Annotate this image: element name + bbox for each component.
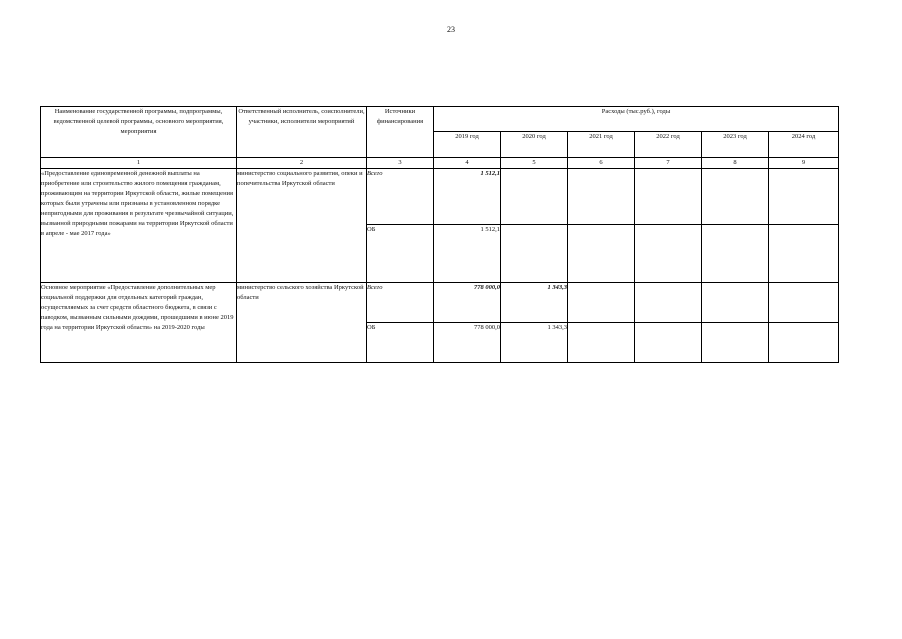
value-cell bbox=[501, 169, 568, 225]
value-cell bbox=[568, 169, 635, 225]
value-cell bbox=[702, 169, 769, 225]
source-cell: ОБ bbox=[367, 225, 434, 283]
value-cell bbox=[501, 225, 568, 283]
value-cell bbox=[702, 225, 769, 283]
value-cell bbox=[635, 323, 702, 363]
value-cell: 1 512,1 bbox=[434, 169, 501, 225]
column-number: 8 bbox=[702, 158, 769, 169]
header-year: 2021 год bbox=[568, 132, 635, 158]
column-number: 6 bbox=[568, 158, 635, 169]
column-number-row bbox=[41, 158, 839, 169]
header-row bbox=[41, 107, 839, 132]
header-year: 2023 год bbox=[702, 132, 769, 158]
value-cell bbox=[769, 169, 839, 225]
table-row bbox=[41, 169, 839, 225]
program-name-cell: «Предоставление единовременной денежной выплаты на приобретение или строительство жилого помещения гражданам, проживающим на территории Иркутской области, жилые помещения которых были утрачены или признаны в установленном порядке непригодными для проживания в результате чрезвычайной ситуации, вызванной природными пожарами на территории Иркутской области в апреле - мае 2017 года» bbox=[41, 169, 237, 283]
header-expenses: Расходы (тыс.руб.), годы bbox=[434, 107, 839, 132]
source-cell: ОБ bbox=[367, 323, 434, 363]
value-cell bbox=[769, 283, 839, 323]
value-cell bbox=[568, 225, 635, 283]
column-number: 7 bbox=[635, 158, 702, 169]
source-cell: Всего bbox=[367, 169, 434, 225]
value-cell: 778 000,0 bbox=[434, 323, 501, 363]
column-number: 5 bbox=[501, 158, 568, 169]
header-year: 2022 год bbox=[635, 132, 702, 158]
value-cell bbox=[568, 283, 635, 323]
table-row bbox=[41, 283, 839, 323]
column-number: 9 bbox=[769, 158, 839, 169]
value-cell bbox=[702, 323, 769, 363]
executor-cell: министерство сельского хозяйства Иркутской области bbox=[237, 283, 367, 363]
header-year: 2024 год bbox=[769, 132, 839, 158]
value-cell: 1 512,1 bbox=[434, 225, 501, 283]
value-cell bbox=[568, 323, 635, 363]
header-executor: Ответственный исполнитель, соисполнители, участники, исполнители мероприятий bbox=[237, 107, 367, 158]
value-cell bbox=[769, 225, 839, 283]
column-number: 3 bbox=[367, 158, 434, 169]
header-year: 2019 год bbox=[434, 132, 501, 158]
header-year: 2020 год bbox=[501, 132, 568, 158]
program-name-cell: Основное мероприятие «Предоставление дополнительных мер социальной поддержки для отдельных категорий граждан, осуществляемых за счет средств областного бюджета, в связи с паводком, вызванным сильными дождями, прошедшими в июне 2019 года на территории Иркутской области» на 2019-2020 годы bbox=[41, 283, 237, 363]
value-cell bbox=[769, 323, 839, 363]
value-cell: 1 343,3 bbox=[501, 283, 568, 323]
header-name: Наименование государственной программы, подпрограммы, ведомственной целевой программы, основного мероприятия, мероприятия bbox=[41, 107, 237, 158]
source-cell: Всего bbox=[367, 283, 434, 323]
column-number: 1 bbox=[41, 158, 237, 169]
value-cell: 778 000,0 bbox=[434, 283, 501, 323]
value-cell: 1 343,3 bbox=[501, 323, 568, 363]
header-source: Источники финансирования bbox=[367, 107, 434, 158]
value-cell bbox=[635, 283, 702, 323]
column-number: 4 bbox=[434, 158, 501, 169]
column-number: 2 bbox=[237, 158, 367, 169]
value-cell bbox=[635, 169, 702, 225]
expenses-table bbox=[40, 106, 839, 363]
page-number: 23 bbox=[447, 25, 455, 34]
value-cell bbox=[635, 225, 702, 283]
value-cell bbox=[702, 283, 769, 323]
executor-cell: министерство социального развития, опеки и попечительства Иркутской области bbox=[237, 169, 367, 283]
